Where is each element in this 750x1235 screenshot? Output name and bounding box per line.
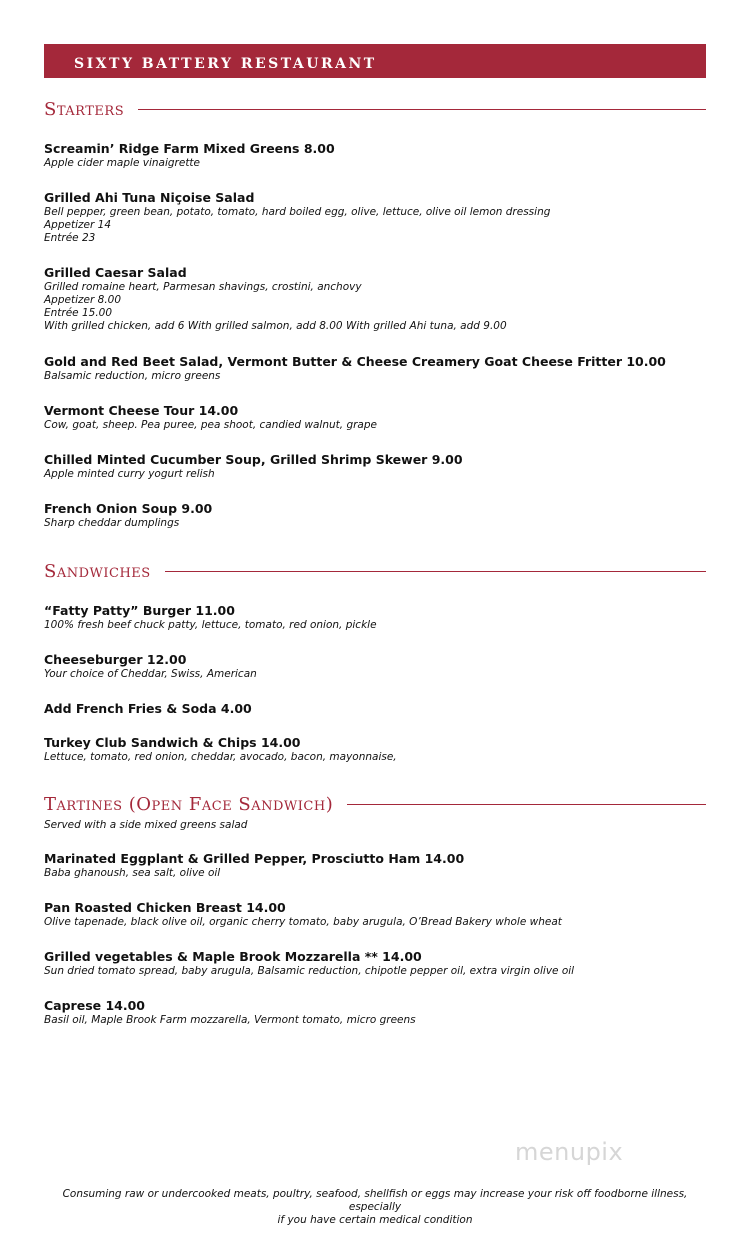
item-name: Grilled vegetables & Maple Brook Mozzarella ** 14.00 — [44, 949, 422, 964]
item-name: Grilled Caesar Salad — [44, 265, 187, 280]
menu-item — [44, 851, 706, 880]
menu-item — [44, 354, 706, 383]
disclaimer-line: if you have certain medical condition — [277, 1214, 473, 1226]
item-name: Grilled Ahi Tuna Niçoise Salad — [44, 190, 255, 205]
item-desc: Sun dried tomato spread, baby arugula, Balsamic reduction, chipotle pepper oil, extra virgin olive oil — [44, 965, 575, 977]
item-name: Cheeseburger 12.00 — [44, 652, 187, 667]
item-desc: With grilled chicken, add 6 With grilled salmon, add 8.00 With grilled Ahi tuna, add 9.00 — [44, 320, 507, 332]
menu-item — [44, 452, 706, 481]
item-desc: Bell pepper, green bean, potato, tomato, hard boiled egg, olive, lettuce, olive oil lemon dressing — [44, 206, 551, 218]
item-desc: Your choice of Cheddar, Swiss, American — [44, 668, 257, 680]
section-title-tartines: Tartines (Open Face Sandwich) — [44, 794, 334, 815]
section-divider — [165, 571, 706, 572]
menu-item — [44, 501, 706, 530]
menu-item — [44, 652, 706, 681]
item-name: “Fatty Patty” Burger 11.00 — [44, 603, 235, 618]
section-note: Served with a side mixed greens salad — [44, 819, 248, 831]
section-title-starters: Starters — [44, 99, 125, 120]
item-desc: Balsamic reduction, micro greens — [44, 370, 221, 382]
section-header-tartines — [44, 794, 706, 815]
item-desc: Appetizer 14 — [44, 219, 111, 231]
menu-item — [44, 701, 706, 717]
watermark-logo: menupix — [515, 1138, 624, 1166]
menu-item — [44, 998, 706, 1027]
item-name: Add French Fries & Soda 4.00 — [44, 701, 252, 716]
item-name: Chilled Minted Cucumber Soup, Grilled Shrimp Skewer 9.00 — [44, 452, 463, 467]
item-desc: Apple cider maple vinaigrette — [44, 157, 201, 169]
item-desc: 100% fresh beef chuck patty, lettuce, tomato, red onion, pickle — [44, 619, 377, 631]
item-name: Marinated Eggplant & Grilled Pepper, Prosciutto Ham 14.00 — [44, 851, 465, 866]
item-desc: Appetizer 8.00 — [44, 294, 122, 306]
restaurant-banner — [44, 44, 706, 78]
item-desc: Basil oil, Maple Brook Farm mozzarella, Vermont tomato, micro greens — [44, 1014, 416, 1026]
restaurant-name: SIXTY BATTERY RESTAURANT — [74, 56, 377, 72]
item-desc: Entrée 23 — [44, 232, 96, 244]
item-name: French Onion Soup 9.00 — [44, 501, 213, 516]
item-desc: Lettuce, tomato, red onion, cheddar, avocado, bacon, mayonnaise, — [44, 751, 397, 763]
section-header-starters — [44, 99, 706, 120]
item-desc: Grilled romaine heart, Parmesan shavings, crostini, anchovy — [44, 281, 362, 293]
menu-item — [44, 900, 706, 929]
menu-item — [44, 949, 706, 978]
menu-item — [44, 403, 706, 432]
disclaimer-line: Consuming raw or undercooked meats, poultry, seafood, shellfish or eggs may increase your risk off foodborne illness, especially — [62, 1188, 688, 1213]
menu-item — [44, 141, 706, 170]
section-title-sandwiches: Sandwiches — [44, 561, 151, 582]
health-disclaimer — [40, 1188, 710, 1227]
item-name: Pan Roasted Chicken Breast 14.00 — [44, 900, 286, 915]
item-name: Gold and Red Beet Salad, Vermont Butter & Cheese Creamery Goat Cheese Fritter 10.00 — [44, 354, 666, 369]
menu-item — [44, 190, 706, 245]
item-name: Caprese 14.00 — [44, 998, 146, 1013]
item-desc: Cow, goat, sheep. Pea puree, pea shoot, candied walnut, grape — [44, 419, 377, 431]
section-header-sandwiches — [44, 561, 706, 582]
item-desc: Sharp cheddar dumplings — [44, 517, 180, 529]
item-desc: Entrée 15.00 — [44, 307, 113, 319]
section-divider — [347, 804, 706, 805]
item-name: Turkey Club Sandwich & Chips 14.00 — [44, 735, 301, 750]
item-name: Screamin’ Ridge Farm Mixed Greens 8.00 — [44, 141, 335, 156]
menu-item — [44, 265, 706, 333]
menu-item — [44, 603, 706, 632]
item-desc: Olive tapenade, black olive oil, organic cherry tomato, baby arugula, O’Bread Bakery whole wheat — [44, 916, 562, 928]
item-desc: Baba ghanoush, sea salt, olive oil — [44, 867, 221, 879]
item-desc: Apple minted curry yogurt relish — [44, 468, 215, 480]
menu-item — [44, 735, 706, 764]
section-divider — [138, 109, 706, 110]
item-name: Vermont Cheese Tour 14.00 — [44, 403, 239, 418]
